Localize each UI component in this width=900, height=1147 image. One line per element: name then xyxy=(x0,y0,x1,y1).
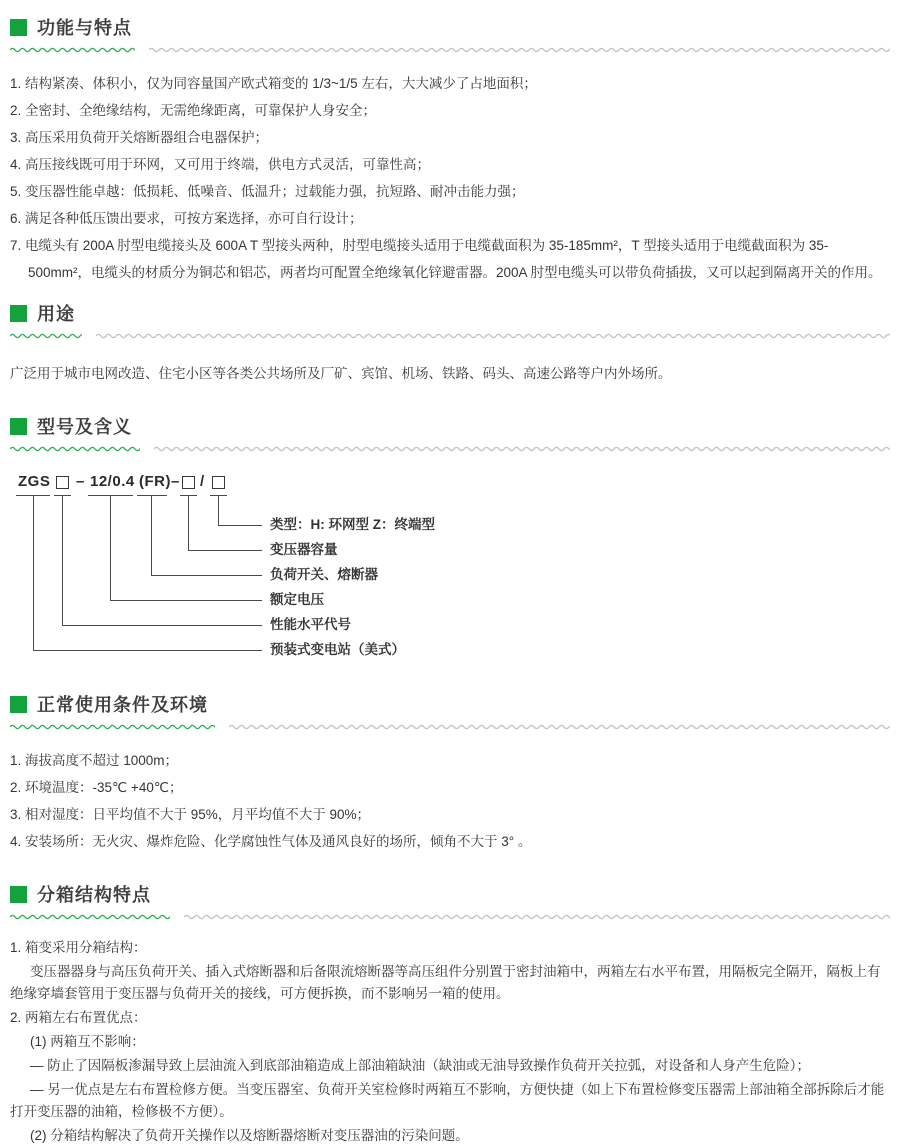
model-blank-box xyxy=(56,476,69,489)
model-code-diagram xyxy=(10,473,890,669)
wavy-line-gray xyxy=(184,912,890,921)
diagram-label-station: 预装式变电站（美式） xyxy=(270,642,405,657)
structure-line: (1) 两箱互不影响： xyxy=(30,1034,145,1049)
section-title: 用途 xyxy=(37,304,75,324)
green-square-bullet-icon xyxy=(10,19,27,36)
usage-paragraph: 广泛用于城市电网改造、住宅小区等各类公共场所及厂矿、宾馆、机场、铁路、码头、高速公路等户内外场所。 xyxy=(10,366,672,381)
diagram-connector xyxy=(188,550,262,551)
model-code-dash: – xyxy=(171,473,180,490)
green-square-bullet-icon xyxy=(10,886,27,903)
section-header xyxy=(10,300,890,326)
wavy-divider xyxy=(10,912,890,921)
diagram-underline xyxy=(137,495,167,496)
diagram-connector xyxy=(218,525,262,526)
list-item: 7. 电缆头有 200A 肘型电缆接头及 600A T 型接头两种，肘型电缆接头适用于电缆截面积为 35-185mm²，T 型接头适用于电缆截面积为 35-500mm²，电缆头的材质分为铜芯和铝芯，两者均可配置全绝缘氧化锌避雷器。200A 肘型电缆头可以带负荷插拔，又可以起到隔离开关的作用。 xyxy=(10,238,882,280)
wavy-divider xyxy=(10,45,890,54)
model-code-slash: / xyxy=(200,473,205,490)
section-header xyxy=(10,413,890,439)
green-square-bullet-icon xyxy=(10,696,27,713)
wavy-line-gray xyxy=(96,331,890,340)
section-model xyxy=(10,413,890,669)
diagram-connector xyxy=(33,496,34,650)
list-item: 2. 环境温度：-35℃ +40℃； xyxy=(10,780,183,795)
list-item: 5. 变压器性能卓越：低损耗、低噪音、低温升；过载能力强，抗短路、耐冲击能力强； xyxy=(10,184,525,199)
diagram-connector xyxy=(62,625,262,626)
section-header xyxy=(10,691,890,717)
wavy-line-gray xyxy=(229,722,890,731)
diagram-label-switch: 负荷开关、熔断器 xyxy=(270,567,378,582)
diagram-connector xyxy=(188,496,189,550)
wavy-line-green xyxy=(10,45,135,54)
structure-line: 1. 箱变采用分箱结构： xyxy=(10,940,147,955)
diagram-connector xyxy=(151,496,152,575)
structure-text xyxy=(10,937,890,1147)
model-blank-box xyxy=(182,476,195,489)
wavy-line-green xyxy=(10,331,82,340)
features-list xyxy=(10,70,890,286)
section-usage xyxy=(10,300,890,387)
diagram-connector xyxy=(110,600,262,601)
diagram-connector xyxy=(33,650,262,651)
section-conditions xyxy=(10,691,890,855)
section-title: 功能与特点 xyxy=(37,18,132,38)
diagram-label-voltage: 额定电压 xyxy=(270,592,324,607)
wavy-line-gray xyxy=(154,444,890,453)
wavy-line-green xyxy=(10,444,140,453)
wavy-line-green xyxy=(10,912,170,921)
list-item: 2. 全密封、全绝缘结构，无需绝缘距离，可靠保护人身安全； xyxy=(10,103,377,118)
diagram-label-capacity: 变压器容量 xyxy=(270,542,338,557)
wavy-divider xyxy=(10,444,890,453)
model-code-fr: (FR) xyxy=(139,473,171,490)
section-title: 正常使用条件及环境 xyxy=(37,695,208,715)
wavy-line-gray xyxy=(149,45,890,54)
diagram-connector xyxy=(151,575,262,576)
section-header xyxy=(10,14,890,40)
diagram-label-type: 类型：H: 环网型 Z：终端型 xyxy=(270,517,435,532)
model-code-prefix: ZGS xyxy=(18,473,51,490)
structure-line: 变压器器身与高压负荷开关、插入式熔断器和后备限流熔断器等高压组件分别置于密封油箱中，两箱左右水平布置，用隔板完全隔开，隔板上有绝缘穿墙套管用于变压器与负荷开关的接线，可方便拆换，而不影响另一箱的使用。 xyxy=(10,964,881,1001)
list-item: 6. 满足各种低压馈出要求，可按方案选择，亦可自行设计； xyxy=(10,211,363,226)
green-square-bullet-icon xyxy=(10,418,27,435)
wavy-divider xyxy=(10,722,890,731)
section-title: 分箱结构特点 xyxy=(37,885,151,905)
diagram-connector xyxy=(218,496,219,525)
green-square-bullet-icon xyxy=(10,305,27,322)
model-code-dash: – xyxy=(76,473,85,490)
list-item: 3. 高压采用负荷开关熔断器组合电器保护； xyxy=(10,130,269,145)
wavy-line-green xyxy=(10,722,215,731)
list-item: 1. 海拔高度不超过 1000m； xyxy=(10,753,179,768)
diagram-connector xyxy=(62,496,63,625)
list-item: 1. 结构紧凑、体积小，仅为同容量国产欧式箱变的 1/3~1/5 左右，大大减少了占地面积； xyxy=(10,76,537,91)
structure-line: (2) 分箱结构解决了负荷开关操作以及熔断器熔断对变压器油的污染问题。 xyxy=(30,1128,469,1143)
conditions-list xyxy=(10,747,890,855)
structure-line: — 防止了因隔板渗漏导致上层油流入到底部油箱造成上部油箱缺油（缺油或无油导致操作负荷开关拉弧，对设备和人身产生危险）； xyxy=(30,1058,810,1073)
list-item: 4. 高压接线既可用于环网，又可用于终端，供电方式灵活，可靠性高； xyxy=(10,157,431,172)
diagram-connector xyxy=(110,496,111,600)
structure-line: — 另一优点是左右布置检修方便。当变压器室、负荷开关室检修时两箱互不影响，方便快捷（如上下布置检修变压器需上部油箱全部拆除后才能打开变压器的油箱，检修极不方便）。 xyxy=(10,1082,885,1119)
structure-line: 2. 两箱左右布置优点： xyxy=(10,1010,147,1025)
model-blank-box xyxy=(212,476,225,489)
list-item: 3. 相对湿度：日平均值不大于 95%，月平均值不大于 90%； xyxy=(10,807,371,822)
section-header xyxy=(10,881,890,907)
model-code-voltage: 12/0.4 xyxy=(90,473,135,490)
section-title: 型号及含义 xyxy=(37,417,132,437)
wavy-divider xyxy=(10,331,890,340)
list-item: 4. 安装场所：无火灾、爆炸危险、化学腐蚀性气体及通风良好的场所，倾角不大于 3° 。 xyxy=(10,834,532,849)
diagram-label-level: 性能水平代号 xyxy=(270,617,351,632)
section-structure xyxy=(10,881,890,1147)
section-features xyxy=(10,14,890,286)
